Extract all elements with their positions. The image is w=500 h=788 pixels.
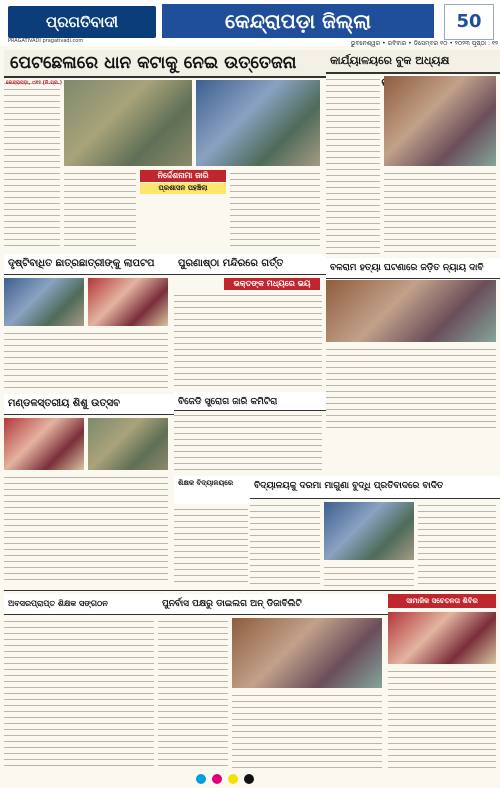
story6-photo-1: [4, 418, 84, 470]
story8-text-3: [324, 564, 414, 586]
right-top-photo: [384, 76, 496, 166]
story8-text-1: [250, 502, 320, 586]
black-registration-mark: [244, 774, 254, 784]
lead-subheadline-2: ପ୍ରଶାସନ ପହଞ୍ଚିଲା: [140, 183, 226, 194]
right-top-text: [326, 76, 380, 256]
lead-story-text-col3: [230, 170, 320, 250]
story10-photo: [232, 618, 382, 688]
story3-headline: ପୁରଣାଷ୍ଠା ମନ୍ଦିରରେ ଗର୍ତ୍ତ: [174, 254, 326, 275]
lead-story-text-col2: [64, 170, 136, 250]
story9-headline: ଅବସରପ୍ରାପ୍ତ ଶିକ୍ଷକ ସଙ୍ଗଠନ: [4, 594, 158, 615]
story7-headline: ଶିକ୍ଷକ ବିଦ୍ୟାଳୟରେ: [174, 476, 252, 504]
story11-headline: ସାମାଜିକ ସଚେତନତା ଶିବିର: [388, 594, 496, 608]
lead-photo-2: [196, 80, 320, 166]
story6-headline: ମଣ୍ଡଳସ୍ତରୀୟ ଶିଶୁ ଉତ୍ସବ: [4, 394, 174, 415]
story8-photo: [324, 502, 414, 560]
story3-text: [174, 292, 322, 388]
magenta-registration-mark: [212, 774, 222, 784]
story9-text: [4, 618, 154, 768]
right-top-headline: କାର୍ଯ୍ୟାଳୟରେ ବୁକ ଅଧ୍ୟକ୍ଷ: [326, 50, 500, 74]
logo-subtitle: PRAGATIVADI pragativadi.com: [8, 38, 84, 44]
story11-photo: [388, 612, 496, 664]
story5-text: [174, 412, 322, 472]
yellow-registration-mark: [228, 774, 238, 784]
story8-text-2: [418, 502, 496, 586]
story2-photo-1: [4, 278, 84, 326]
story5-headline: ବିଜେଡି ସ୍ତ୍ରୋଗ ଜାରି କମିଟିରା: [174, 392, 326, 411]
right-top-text-2: [384, 170, 496, 256]
cyan-registration-mark: [196, 774, 206, 784]
story7-text: [174, 506, 248, 586]
lead-photo-1: [64, 80, 192, 166]
story8-headline: ବିଦ୍ୟାଳୟକୁ ଦରମା ମାଗୁଣା ବୁଦ୍ଧି ପ୍ରତିବାଦରେ ବାଦିତ: [250, 476, 500, 499]
story3-subheadline: ଭକ୍ତଙ୍କ ମଧ୍ୟରେ ଭୟ: [224, 278, 320, 290]
story4-photo: [326, 280, 496, 342]
district-banner: କେନ୍ଦ୍ରାପଡ଼ା ଜିଲ୍ଲା: [162, 4, 434, 38]
story10-text-2: [232, 692, 382, 768]
lead-byline: କେନ୍ଦ୍ରାପଡ଼ା, ୯ା୧୨ (ନି.ପ୍ର.): [6, 80, 62, 86]
anniversary-badge: 50: [444, 4, 494, 40]
lead-headline: ପେଟଛେଳାରେ ଧାନ କଟାକୁ ନେଇ ଉତ୍ତେଜନା: [4, 50, 328, 78]
dateline: ଭୁବନେଶ୍ୱର • ରବିବାର • ଡିସେମ୍ବର ୧୦ • ୨୦୨୩ ପୃଷ୍ଠା : ୧୨: [350, 40, 498, 47]
story11-text: [388, 668, 496, 768]
story2-headline: ଦୃଷ୍ଟିବାଧିତ ଛାତ୍ରଛାତ୍ରୀଙ୍କୁ ଲାପଟପ: [4, 254, 174, 275]
story4-headline: ବଳରାମ ହତ୍ୟା ଘଟଣାରେ ଜଡ଼ିତ ନ୍ୟାୟ ଦାବି: [326, 258, 500, 279]
newspaper-logo: ପ୍ରଗତିବାଦୀ: [8, 6, 156, 38]
story6-text: [4, 474, 168, 584]
lead-subheadline: ନିର୍ଦ୍ଦେଶନାମା ଜାରି: [140, 170, 226, 182]
story2-text: [4, 330, 168, 390]
lead-story-text-col1: [4, 80, 60, 250]
story10-text-1: [158, 618, 228, 768]
story2-photo-2: [88, 278, 168, 326]
story10-headline: ପୁନର୍ବାସ ପକ୍ଷରୁ ଡାଇଲଗ ଅନ୍ ଡିଜାବିଲିଟି: [158, 594, 388, 615]
story4-text: [326, 346, 496, 432]
bottom-divider: [4, 590, 496, 591]
story6-photo-2: [88, 418, 168, 470]
